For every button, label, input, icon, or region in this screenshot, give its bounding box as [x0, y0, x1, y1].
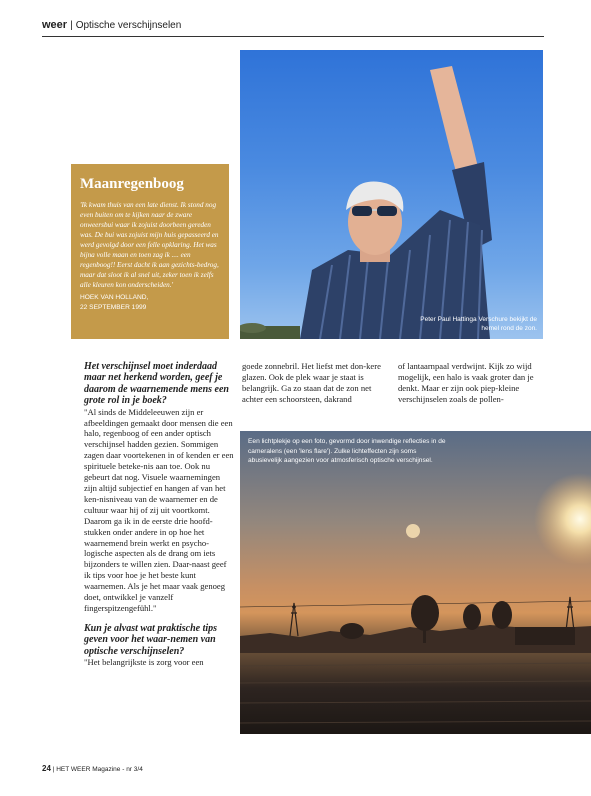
column-3-text: of lantaarnpaal verdwijnt. Kijk zo wijd mogelijk, een halo is vaak groter dan je denkt. Maar er zijn ook piep-kleine verschijnselen zoals de pollen-: [398, 361, 534, 404]
footer-separator: |: [52, 766, 55, 773]
photo-man-sky: [240, 50, 543, 339]
article-column-1: [84, 361, 234, 668]
photo-sunset-landscape: [240, 431, 591, 734]
article-column-3: [398, 361, 544, 405]
interview-question-1: Het verschijnsel moet inderdaad maar net herkend worden, geef je daarom de waarnemende mens een grote rol in je boek?: [84, 361, 229, 407]
sidebar-location: HOEK VAN HOLLAND,: [80, 294, 149, 301]
sidebar-quote: 'Ik kwam thuis van een late dienst. Ik stond nog even buiten om te kijken naar de zware onweersbui waar ik zojuist doorbeen gereden was. De bui was zojuist mijn huis gepasseerd en werd gevolgd door een felle opklaring. Het was bijna volle maan en toen zag ik .... een regenboog!! Eerst dacht ik aan gezichts-bedrog, maar dat sloot ik al snel uit, zeker toen ik zelfs alle kleuren kon onderscheiden.': [80, 201, 219, 289]
section-label: Optische verschijnselen: [75, 20, 182, 31]
magazine-name: HET WEER Magazine - nr 3/4: [56, 766, 143, 773]
interview-answer-1: "Al sinds de Middeleeuwen zijn er afbeeldingen gemaakt door mensen die een halo, regenboog of een ander optisch verschijnsel hadden gezien. Sommigen zagen daar voortekenen in of kenden er een spirituele beteke-nis aan toe. Ook nu gebeurt dat nog. Visuele waarnemingen zijn altijd subjectief en hangen af van het ken-nisniveau van de waarnemer en de cultuur waar hij of zij uit voortkomt. Daarom ga ik in de eerste drie hoofd-stukken onder andere in op hoe het waarnemend brein werkt en psycho-logische aspecten als de drang om iets bijzonders te willen zien. Daar-naast geef ik tips voor hoe je het beste kunt waarnemen. Als je het maar vaak genoeg doet, ontwikkel je vanzelf fingerspitzengefühl.": [84, 406, 234, 613]
photo2-caption: Een lichtplekje op een foto, gevormd door inwendige reflecties in de cameralens (een 'lens flare'). Zulke lichteffecten zijn soms abusievelijk aangezien voor atmosferisch optische verschijnsel.: [248, 438, 446, 464]
brand-label: weer: [42, 19, 68, 31]
page-number: 24: [42, 764, 51, 773]
column-2-text: goede zonnebril. Het liefst met don-kere glazen. Ook de plek waar je staat is belangrijk. Ga zo staan dat de zon net achter een schoorsteen, dakrand: [242, 361, 381, 404]
page-footer: [42, 764, 143, 773]
sidebar-date: 22 SEPTEMBER 1999: [80, 303, 147, 311]
header-separator: |: [70, 20, 73, 31]
photo1-caption: Peter Paul Hattinga Verschure bekijkt de hemel rond de zon.: [420, 316, 537, 332]
sidebar-box: [71, 164, 229, 339]
man-illustration: [240, 50, 543, 339]
interview-answer-2: "Het belangrijkste is zorg voor een: [84, 657, 204, 668]
interview-question-2: Kun je alvast wat praktische tips geven voor het waar-nemen van optische verschijnselen?: [84, 622, 218, 657]
sidebar-title: Maanregenboog: [80, 176, 184, 192]
running-header: [42, 14, 544, 37]
sunset-illustration: [240, 431, 591, 734]
article-column-2: [242, 361, 390, 405]
